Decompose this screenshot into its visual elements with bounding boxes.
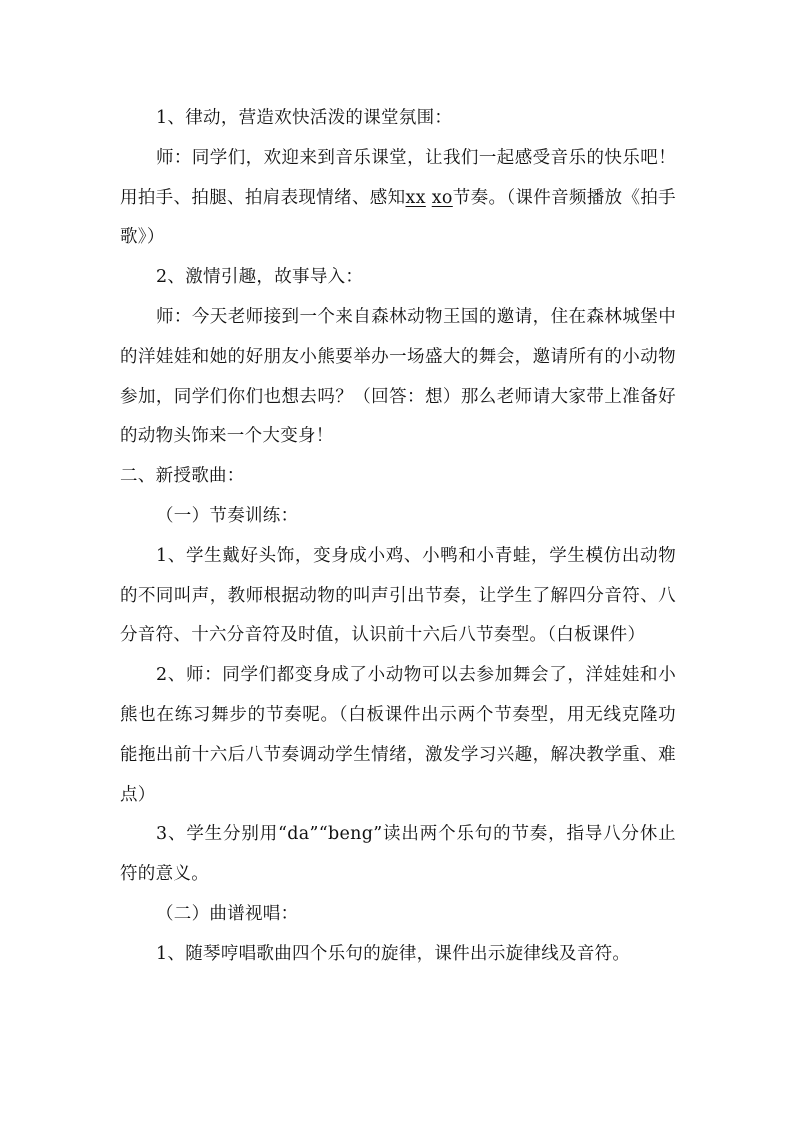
story-intro-paragraph: 师：今天老师接到一个来自森林动物王国的邀请，住在森林城堡中的洋娃娃和她的好朋友小熊要举办一场盛大的舞会，邀请所有的小动物参加，同学们你们也想去吗？（回答：想）那么老师请大家带上准备好的动物头饰来一个大变身！ — [120, 306, 676, 447]
step-1-heading: 1、律动，营造欢快活泼的课堂氛围： — [156, 108, 453, 128]
sight-singing-step-1-paragraph: 1、随琴哼唱歌曲四个乐句的旋律，课件出示旋律线及音符。 — [156, 943, 631, 964]
rhythm-step-3-paragraph: 3、学生分别用“da”“beng”读出两个乐句的节奏，指导八分休止符的意义。 — [120, 824, 676, 885]
rhythm-xo: xo — [431, 187, 453, 208]
rhythm-xx: xx — [405, 187, 426, 208]
rhythm-step-2-paragraph: 2、师：同学们都变身成了小动物可以去参加舞会了，洋娃娃和小熊也在练习舞步的节奏呢。（白板课件出示两个节奏型，用无线克隆功能拖出前十六后八节奏调动学生情绪，激发学习兴趣，解决教学重、难点） — [120, 665, 676, 805]
rhythm-training-heading: （一）节奏训练： — [156, 505, 299, 526]
greeting-text-end: 节奏。（课件音频播放《拍手歌》） — [120, 187, 676, 248]
section-2-heading: 二、新授歌曲： — [120, 466, 245, 487]
greeting-text: 师：同学们，欢迎来到音乐课堂，让我们一起感受音乐的快乐吧！用拍手、拍腿、拍肩表现情绪、感知 — [120, 147, 676, 208]
document-body — [120, 99, 676, 975]
sight-singing-heading: （二）曲谱视唱： — [156, 903, 299, 924]
teacher-greeting-paragraph — [120, 139, 676, 258]
step-2-heading: 2、激情引趣，故事导入： — [156, 267, 364, 288]
rhythm-step-1-paragraph: 1、学生戴好头饰，变身成小鸡、小鸭和小青蛙，学生模仿出动物的不同叫声，教师根据动物的叫声引出节奏，让学生了解四分音符、八分音符、十六分音符及时值，认识前十六后八节奏型。（白板课件） — [120, 545, 676, 646]
